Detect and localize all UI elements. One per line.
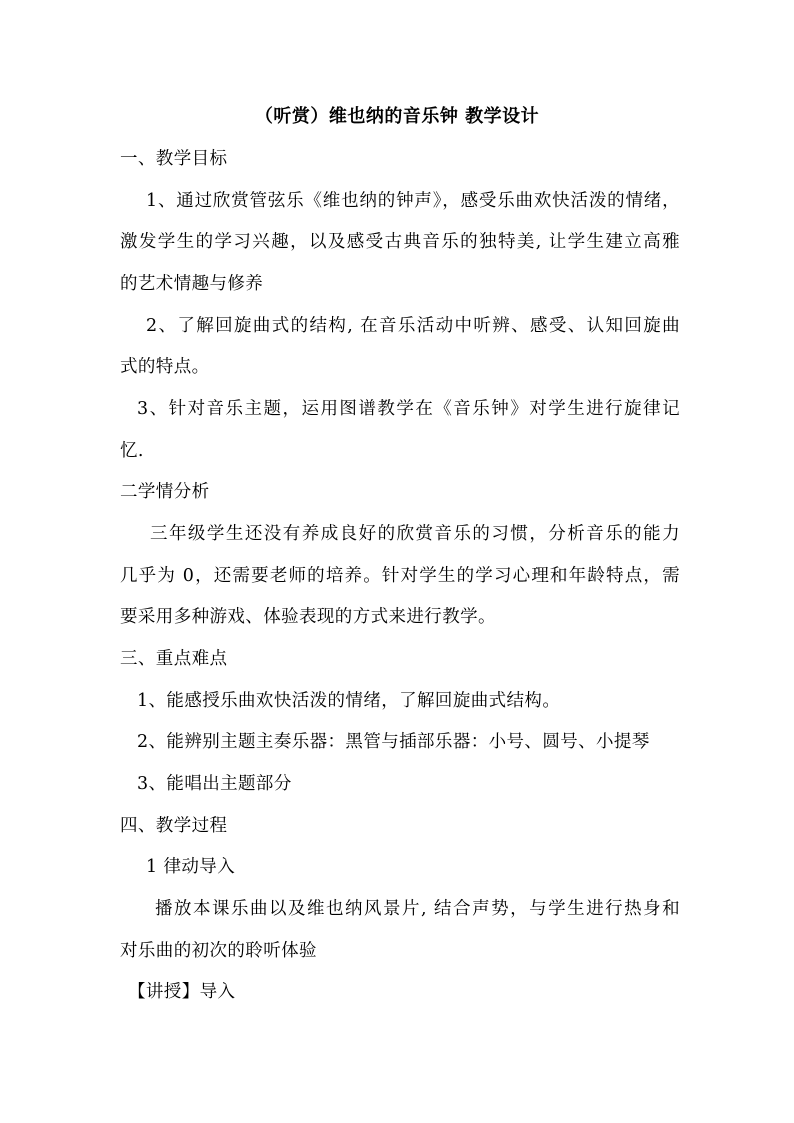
- section-heading-key-points: 三、重点难点: [120, 649, 228, 669]
- analysis-line-2: 几乎为 0，还需要老师的培养。针对学生的学习心理和年龄特点，需: [120, 566, 680, 586]
- key-point-2: 2、能辨别主题主奏乐器：黑管与插部乐器：小号、圆号、小提琴: [137, 732, 650, 752]
- analysis-line-3: 要采用多种游戏、体验表现的方式来进行教学。: [120, 607, 496, 627]
- analysis-line-1: 三年级学生还没有养成良好的欣赏音乐的习惯，分析音乐的能力: [150, 524, 680, 544]
- objective-1-line-2: 激发学生的学习兴趣，以及感受古典音乐的独特美, 让学生建立高雅: [120, 232, 680, 252]
- key-point-1: 1、能感授乐曲欢快活泼的情绪，了解回旋曲式结构。: [137, 691, 561, 711]
- key-point-3: 3、能唱出主题部分: [137, 774, 292, 794]
- section-heading-process: 四、教学过程: [120, 816, 228, 836]
- process-para-line-1: 播放本课乐曲以及维也纳风景片, 结合声势，与学生进行热身和: [155, 899, 680, 919]
- objective-2-line-2: 式的特点。: [120, 357, 210, 377]
- objective-1-line-3: 的艺术情趣与修养: [120, 274, 264, 294]
- objective-3-line-1: 3、针对音乐主题，运用图谱教学在《音乐钟》对学生进行旋律记: [137, 399, 680, 419]
- section-heading-objectives: 一、教学目标: [120, 149, 228, 169]
- process-lecture-label: 【讲授】导入: [128, 982, 236, 1002]
- document-title: （听赏）维也纳的音乐钟 教学设计: [254, 106, 540, 127]
- process-step-1: 1 律动导入: [146, 857, 236, 877]
- section-heading-analysis: 二学情分析: [120, 482, 210, 502]
- objective-2-line-1: 2、了解回旋曲式的结构, 在音乐活动中听辨、感受、认知回旋曲: [146, 316, 680, 336]
- objective-3-line-2: 忆.: [120, 441, 144, 461]
- process-para-line-2: 对乐曲的初次的聆听体验: [120, 941, 317, 961]
- objective-1-line-1: 1、通过欣赏管弦乐《维也纳的钟声》，感受乐曲欢快活泼的情绪，: [146, 191, 680, 211]
